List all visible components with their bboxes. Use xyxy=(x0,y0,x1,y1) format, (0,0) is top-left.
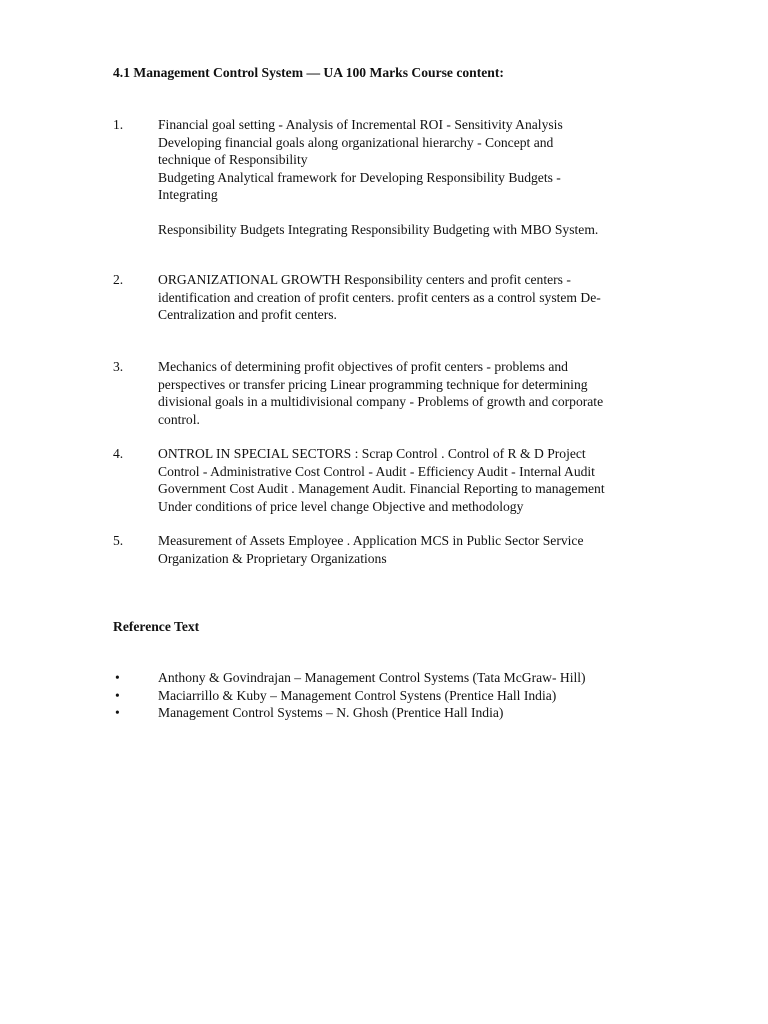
item-line: identification and creation of profit centers. profit centers as a control system De- xyxy=(158,289,601,305)
item-number: 1. xyxy=(113,117,124,132)
reference-text: Management Control Systems – N. Ghosh (Prentice Hall India) xyxy=(158,705,504,720)
page-title: 4.1 Management Control System — UA 100 Marks Course content: xyxy=(113,65,504,80)
item-number: 4. xyxy=(113,446,124,461)
bullet-icon: • xyxy=(115,687,120,703)
reference-text: Maciarrillo & Kuby – Management Control Systens (Prentice Hall India) xyxy=(158,687,557,703)
item-line: Financial goal setting - Analysis of Incremental ROI - Sensitivity Analysis xyxy=(158,117,563,132)
reference-heading: Reference Text xyxy=(113,619,200,634)
item-line: ONTROL IN SPECIAL SECTORS : Scrap Control . Control of R & D Project xyxy=(158,446,586,461)
item-number: 2. xyxy=(113,272,124,287)
item-line: Measurement of Assets Employee . Application MCS in Public Sector Service xyxy=(158,533,584,548)
bullet-icon: • xyxy=(115,705,120,720)
item-line: technique of Responsibility xyxy=(158,152,308,167)
item-body xyxy=(158,358,668,428)
item-line: control. xyxy=(158,411,200,427)
item-line: divisional goals in a multidivisional company - Problems of growth and corporate xyxy=(158,394,604,409)
item-number: 5. xyxy=(113,533,124,548)
item-line: Integrating xyxy=(158,187,218,202)
item-line: Centralization and profit centers. xyxy=(158,307,337,322)
item-line: Mechanics of determining profit objectives of profit centers - problems and xyxy=(158,359,568,374)
bullet-icon: • xyxy=(115,670,120,685)
item-line: perspectives or transfer pricing Linear programming technique for determining xyxy=(158,376,588,392)
reference-item xyxy=(113,669,673,687)
item-body xyxy=(158,445,668,515)
item-line: Under conditions of price level change Objective and methodology xyxy=(158,498,524,514)
reference-text: Anthony & Govindrajan – Management Control Systems (Tata McGraw- Hill) xyxy=(158,670,586,685)
reference-item xyxy=(113,687,673,705)
item-line: Developing financial goals along organizational hierarchy - Concept and xyxy=(158,134,554,150)
item-body xyxy=(158,271,668,324)
reference-item xyxy=(113,704,673,722)
item-body xyxy=(158,532,668,567)
item-body xyxy=(158,116,668,238)
item-line: ORGANIZATIONAL GROWTH Responsibility centers and profit centers - xyxy=(158,272,571,287)
item-line: Government Cost Audit . Management Audit. Financial Reporting to management xyxy=(158,481,605,496)
item-line: Budgeting Analytical framework for Developing Responsibility Budgets - xyxy=(158,169,561,185)
reference-list xyxy=(113,669,673,722)
item-number: 3. xyxy=(113,359,124,374)
item-line: Responsibility Budgets Integrating Responsibility Budgeting with MBO System. xyxy=(158,221,599,237)
item-line: Organization & Proprietary Organizations xyxy=(158,550,387,566)
item-line: Control - Administrative Cost Control - Audit - Efficiency Audit - Internal Audit xyxy=(158,463,595,479)
